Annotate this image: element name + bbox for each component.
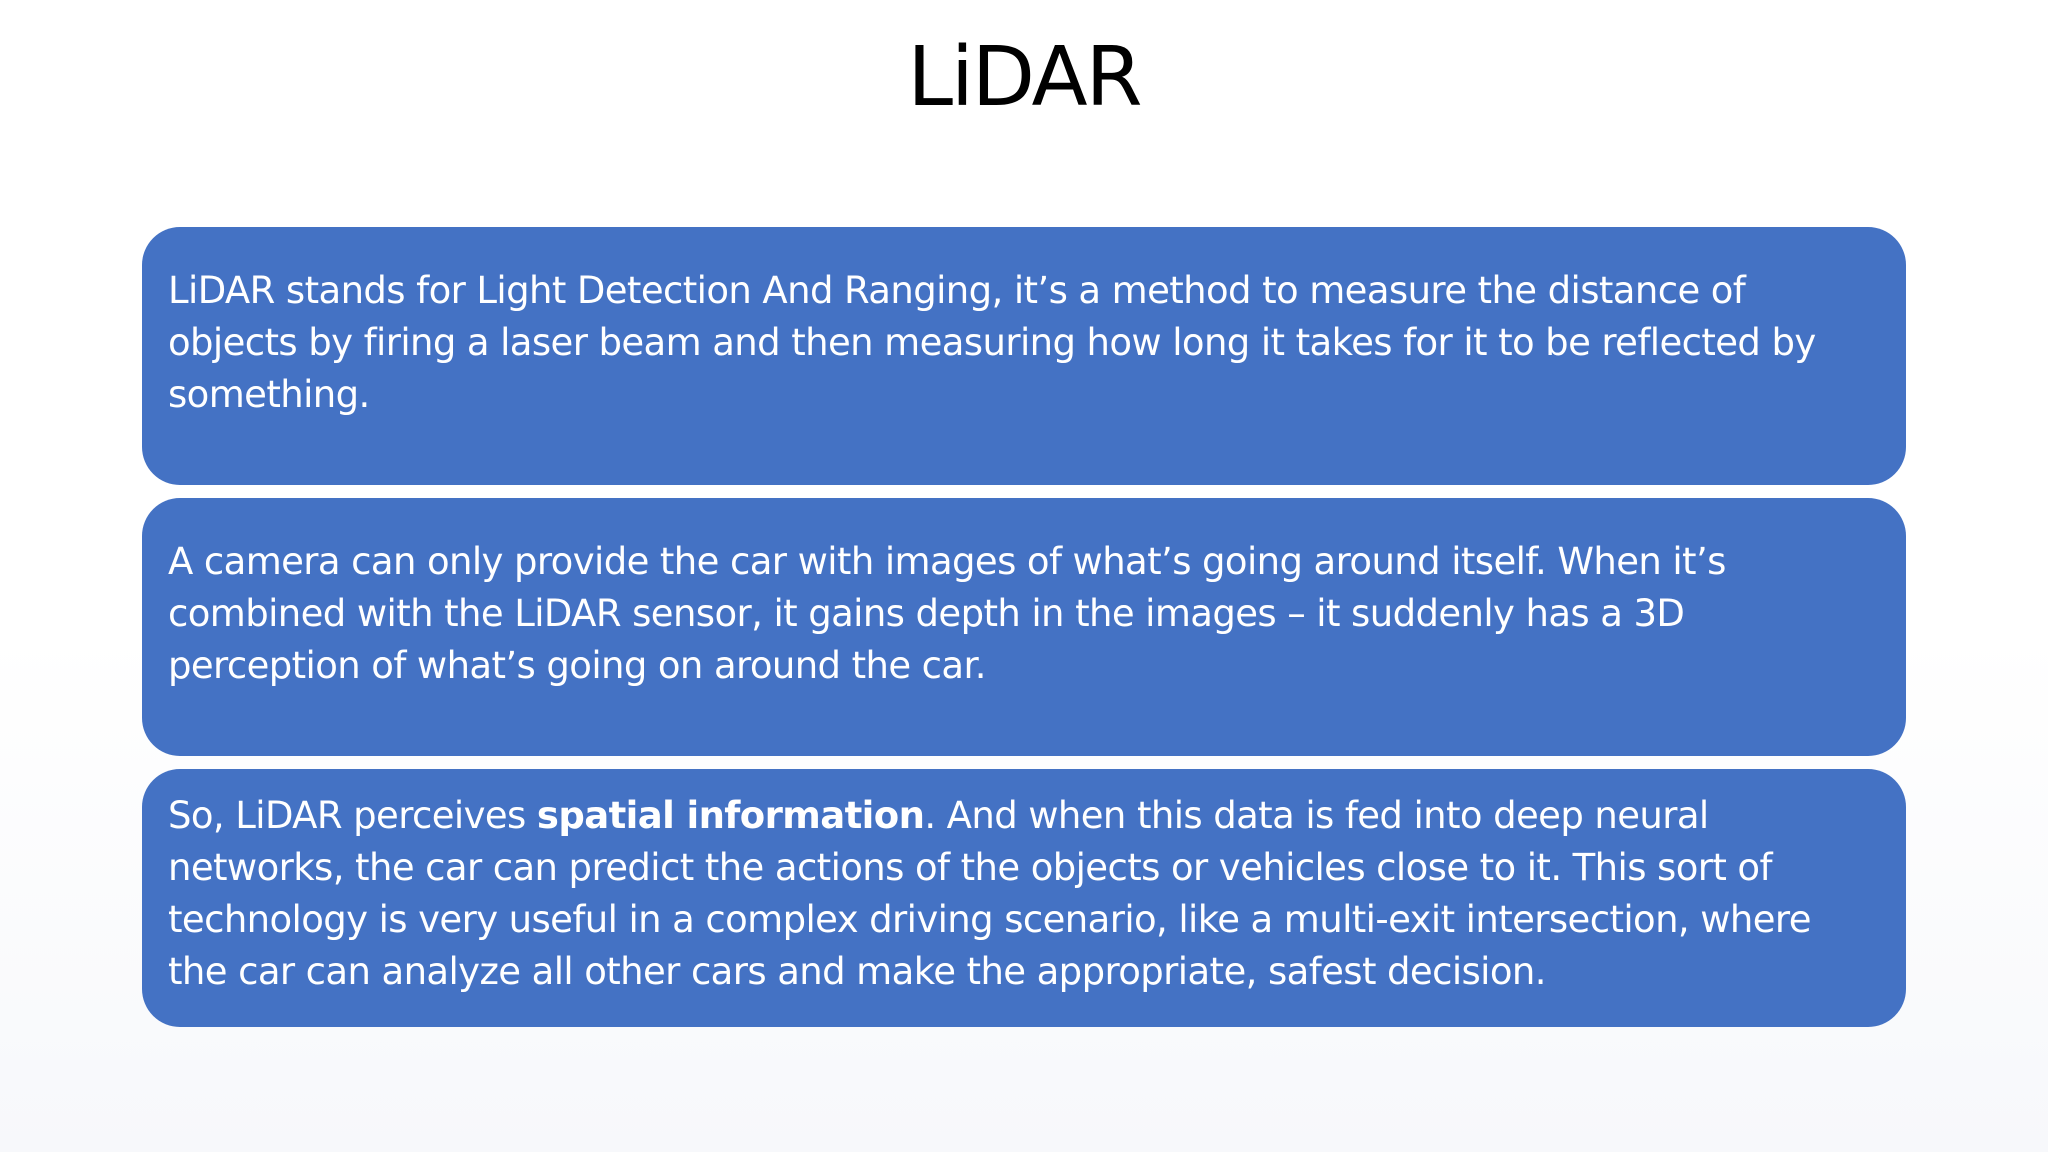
bold-term-spatial-information: spatial information [536,794,925,837]
box-text-camera-comparison: A camera can only provide the car with images of what’s going around itself. When it’s combined with the LiDAR sensor, it gains depth in the images – it suddenly has a 3D perception of what’s going on around the car. [168,540,1726,687]
text-segment-explanation: . And when this data is fed into deep neural networks, the car can predict the actions of the objects or vehicles close to it. This sort of technology is very useful in a complex driving scenario, like a multi-exit intersection, where the car can analyze all other cars and make the appropriate, safest decision. [168,794,1811,993]
content-box-camera-comparison [142,498,1906,756]
text-segment-intro: So, LiDAR perceives [168,794,537,837]
box-text-spatial-information [168,790,1876,998]
slide-title: LiDAR [907,30,1141,125]
box-text-definition: LiDAR stands for Light Detection And Ranging, it’s a method to measure the distance of objects by firing a laser beam and then measuring how long it takes for it to be reflected by something. [168,269,1816,416]
content-box-definition [142,227,1906,485]
content-box-spatial-information [142,769,1906,1027]
